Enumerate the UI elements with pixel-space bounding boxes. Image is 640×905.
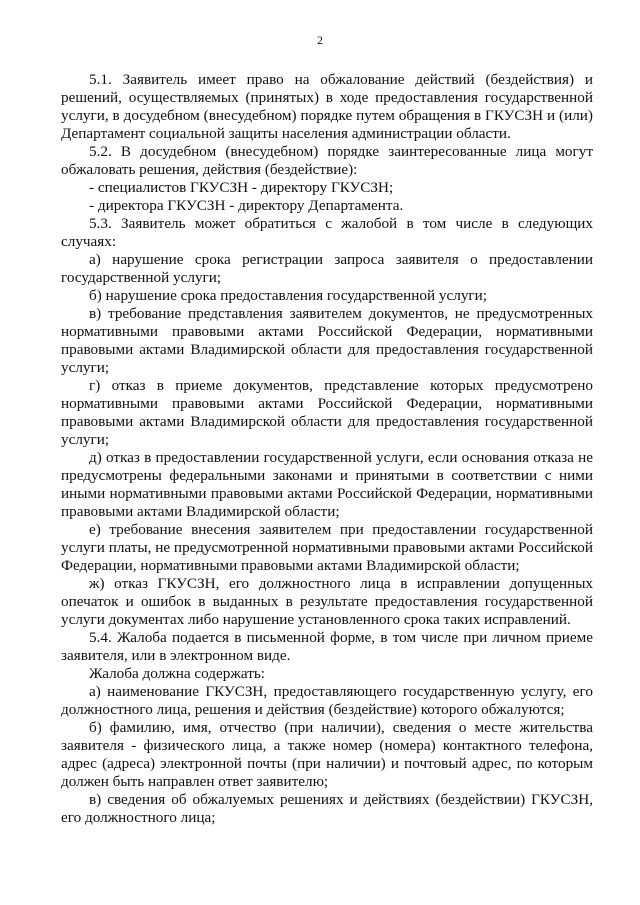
list-item-e: е) требование внесения заявителем при предоставлении государственной услуги платы, не предусмотренной нормативными правовыми актами Российской Федерации, нормативными правовыми актами Владимирской области;	[61, 521, 593, 574]
list-item-v: в) требование представления заявителем документов, не предусмотренных нормативными правовыми актами Российской Федерации, нормативными правовыми актами Владимирской области для предоставления государственной услуги;	[61, 305, 593, 376]
paragraph-5-2: 5.2. В досудебном (внесудебном) порядке заинтересованные лица могут обжаловать решения, действия (бездействие):	[61, 143, 593, 178]
paragraph-5-3: 5.3. Заявитель может обратиться с жалобой в том числе в следующих случаях:	[61, 215, 593, 250]
page-number: 2	[317, 33, 323, 47]
list-item-specialists: - специалистов ГКУСЗН - директору ГКУСЗН;	[89, 179, 394, 196]
list-item-director: - директора ГКУСЗН - директору Департамента.	[89, 197, 404, 214]
paragraph-5-1: 5.1. Заявитель имеет право на обжалование действий (бездействия) и решений, осуществляемых (принятых) в ходе предоставления государственной услуги, в досудебном (внесудебном) порядке путем обращения в ГКУСЗН и (или) Департамент социальной защиты населения администрации области.	[61, 71, 593, 142]
contents-item-a: а) наименование ГКУСЗН, предоставляющего государственную услугу, его должностного лица, решения и действия (бездействие) которого обжалуются;	[61, 683, 593, 718]
list-item-a: а) нарушение срока регистрации запроса заявителя о предоставлении государственной услуги;	[61, 251, 593, 286]
paragraph-5-4: 5.4. Жалоба подается в письменной форме, в том числе при личном приеме заявителя, или в электронном виде.	[61, 629, 593, 664]
list-item-b: б) нарушение срока предоставления государственной услуги;	[89, 287, 487, 304]
document-body	[61, 71, 593, 827]
contents-item-b: б) фамилию, имя, отчество (при наличии), сведения о месте жительства заявителя - физического лица, а также номер (номера) контактного телефона, адрес (адреса) электронной почты (при наличии) и почтовый адрес, по которым должен быть направлен ответ заявителю;	[61, 719, 593, 790]
list-item-d: д) отказ в предоставлении государственной услуги, если основания отказа не предусмотрены федеральными законами и принятыми в соответствии с ними иными нормативными правовыми актами Российской Федерации, нормативными правовыми актами Владимирской области;	[61, 449, 593, 520]
contents-item-v: в) сведения об обжалуемых решениях и действиях (бездействии) ГКУСЗН, его должностного лица;	[61, 791, 593, 826]
list-item-zh: ж) отказ ГКУСЗН, его должностного лица в исправлении допущенных опечаток и ошибок в выданных в результате предоставления государственной услуги документах либо нарушение установленного срока таких исправлений.	[61, 575, 593, 628]
list-item-g: г) отказ в приеме документов, представление которых предусмотрено нормативными правовыми актами Российской Федерации, нормативными правовыми актами Владимирской области для предоставления государственной услуги;	[61, 377, 593, 448]
complaint-contents-heading: Жалоба должна содержать:	[89, 665, 265, 682]
